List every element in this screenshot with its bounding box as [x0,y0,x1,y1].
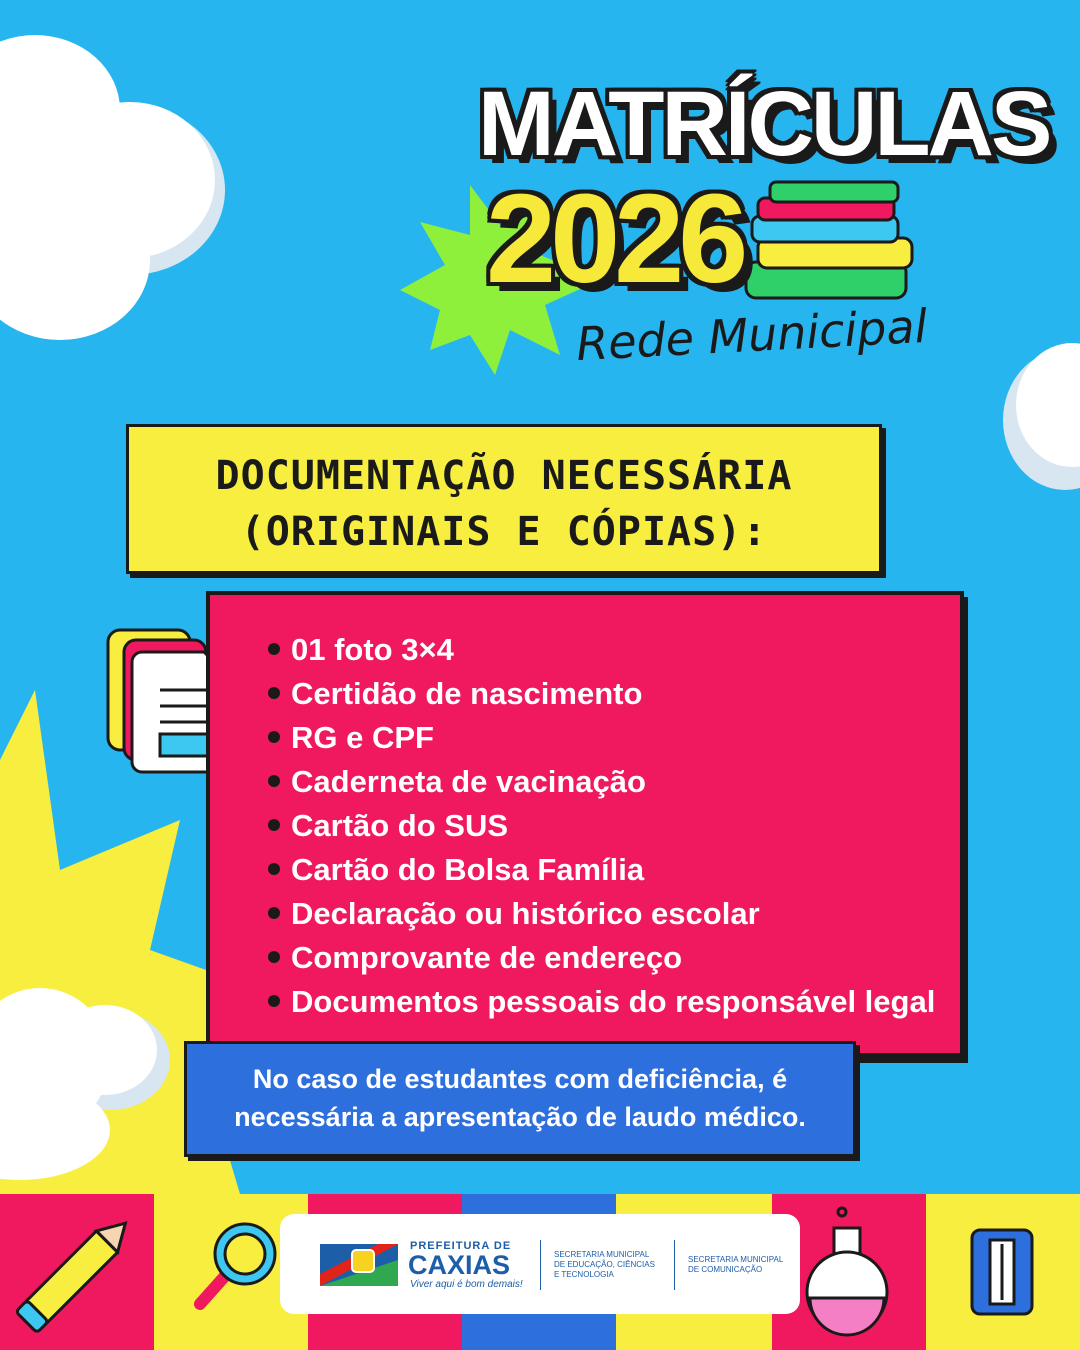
list-item-label: Declaração ou histórico escolar [291,896,760,931]
title-year: 2026 [486,168,743,309]
bullet-icon [268,731,280,743]
list-item [268,980,935,1024]
list-item-label: Cartão do Bolsa Família [291,852,645,887]
list-item [268,936,935,980]
list-item-label: Documentos pessoais do responsável legal [291,984,936,1019]
list-item-label: Certidão de nascimento [291,676,643,711]
note-line2: necessária a apresentação de laudo médico. [234,1102,806,1132]
list-item [268,892,935,936]
list-item [268,848,935,892]
sharpener-icon [972,1230,1032,1314]
caxias-flag-icon [318,1240,402,1292]
secretaria-educacao: SECRETARIA MUNICIPAL DE EDUCAÇÃO, CIÊNCIAS E TECNOLOGIA [554,1250,655,1279]
list-item [268,804,935,848]
list-item-label: RG e CPF [291,720,434,755]
documents-header-box [126,424,882,574]
bullet-icon [268,995,280,1007]
cloud-top-left [0,35,225,340]
list-item-label: Comprovante de endereço [291,940,683,975]
bullet-icon [268,863,280,875]
list-item-label: Caderneta de vacinação [291,764,646,799]
city-name: CAXIAS [408,1250,511,1280]
logo-divider [540,1240,541,1290]
cloud-right [1003,343,1080,490]
magnifier-icon [200,1224,275,1304]
list-item [268,672,935,716]
secretaria-comunicacao: SECRETARIA MUNICIPAL DE COMUNICAÇÃO [688,1255,784,1274]
documents-header-line2: (ORIGINAIS E CÓPIAS): [240,509,768,555]
list-item [268,760,935,804]
pencil-icon [16,1213,136,1333]
list-item-label: Cartão do SUS [291,808,509,843]
bullet-icon [268,775,280,787]
bullet-icon [268,819,280,831]
list-item-label: 01 foto 3×4 [291,632,454,667]
list-item [268,716,935,760]
bullet-icon [268,687,280,699]
disability-note-box [184,1041,856,1157]
bullet-icon [268,907,280,919]
list-item [268,628,935,672]
logo-divider [674,1240,675,1290]
documents-list [268,628,935,1024]
title-main: MATRÍCULAS [478,73,1050,175]
prefeitura-label: PREFEITURA DE [410,1240,512,1252]
bullet-icon [268,951,280,963]
flask-icon [807,1208,887,1335]
title-subtitle: Rede Municipal [574,298,929,372]
bullet-icon [268,643,280,655]
note-line1: No caso de estudantes com deficiência, é [252,1064,788,1094]
documents-header-line1: DOCUMENTAÇÃO NECESSÁRIA [215,453,793,499]
city-tagline: Viver aqui é bom demais! [410,1279,523,1290]
books-icon [746,182,912,298]
